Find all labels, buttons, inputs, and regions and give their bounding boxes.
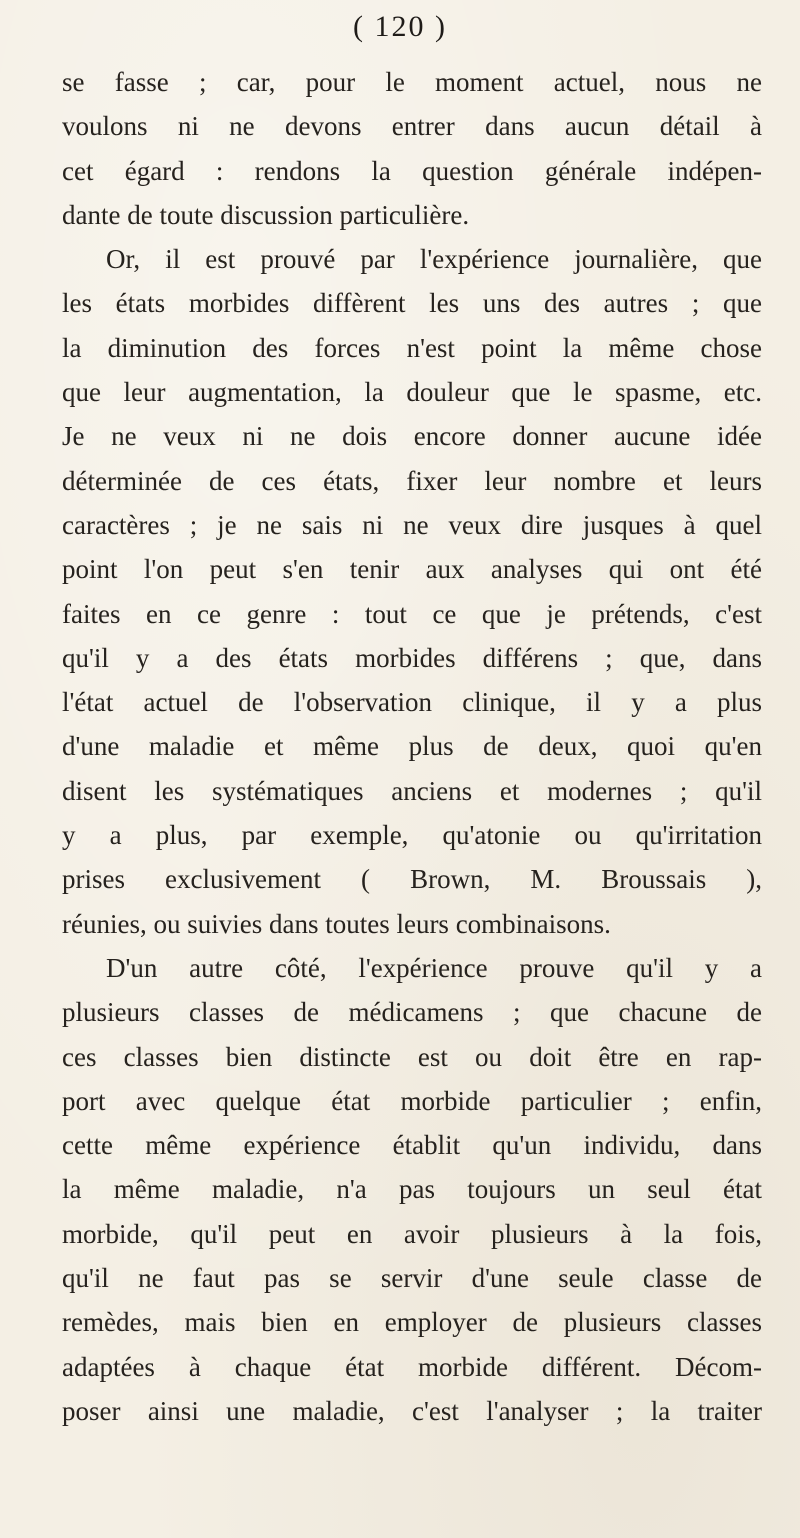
text-line: les états morbides diffèrent les uns des autres ; que [62,288,762,319]
text-line: réunies, ou suivies dans toutes leurs combinaisons. [62,908,611,939]
text-line: dante de toute discussion particulière. [62,199,470,230]
text-line: la diminution des forces n'est point la même chose [62,332,762,363]
text-line: faites en ce genre : tout ce que je prétends, c'est [62,598,762,629]
text-line: déterminée de ces états, fixer leur nombre et leurs [62,465,762,496]
text-line: cette même expérience établit qu'un individu, dans [62,1130,762,1161]
page-number: ( 120 ) [353,10,447,43]
text-line: disent les systématiques anciens et modernes ; qu'il [62,775,762,806]
text-line: voulons ni ne devons entrer dans aucun détail à [62,111,762,142]
text-line: l'état actuel de l'observation clinique, il y a plus [62,687,762,718]
text-line: Je ne veux ni ne dois encore donner aucune idée [62,421,762,452]
text-line: Or, il est prouvé par l'expérience journalière, que [106,244,762,275]
text-line: se fasse ; car, pour le moment actuel, nous ne [62,67,762,97]
text-line: poser ainsi une maladie, c'est l'analyser ; la traiter [62,1395,762,1426]
text-line: d'une maladie et même plus de deux, quoi qu'en [62,731,762,762]
text-line: cet égard : rendons la question générale indépen- [62,155,762,186]
text-line: ces classes bien distincte est ou doit être en rap- [62,1041,762,1072]
text-line: y a plus, par exemple, qu'atonie ou qu'irritation [62,820,762,851]
text-line: la même maladie, n'a pas toujours un seul état [62,1174,762,1205]
text-line: D'un autre côté, l'expérience prouve qu'il y a [106,952,762,983]
text-line: remèdes, mais bien en employer de plusieurs classes [62,1307,762,1338]
text-line: port avec quelque état morbide particulier ; enfin, [62,1085,762,1116]
text-line: morbide, qu'il peut en avoir plusieurs à la fois, [62,1218,762,1249]
text-line: plusieurs classes de médicamens ; que chacune de [62,997,762,1028]
text-line: qu'il y a des états morbides différens ; que, dans [62,642,762,673]
text-line: caractères ; je ne sais ni ne veux dire jusques à quel [62,509,762,540]
body-text [62,60,762,1433]
text-line: adaptées à chaque état morbide différent. Décom- [62,1351,762,1382]
text-line: qu'il ne faut pas se servir d'une seule classe de [62,1263,762,1294]
text-line: que leur augmentation, la douleur que le spasme, etc. [62,377,762,408]
text-line: prises exclusivement ( Brown, M. Broussais ), [62,864,762,895]
text-line: point l'on peut s'en tenir aux analyses qui ont été [62,554,762,585]
